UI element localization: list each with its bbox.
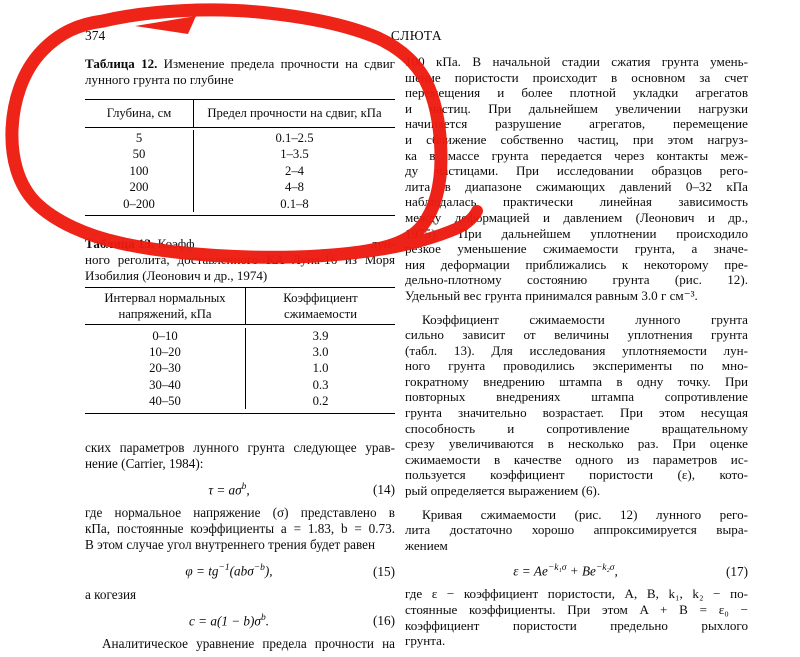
cell-stress-interval: 30–40 xyxy=(85,377,246,393)
text-line: а когезия xyxy=(85,586,137,602)
table-row xyxy=(85,163,395,179)
cell-compressibility: 0.3 xyxy=(312,377,329,392)
table-row xyxy=(85,360,395,376)
text-line: между деформацией и давлением (Леонович и др., xyxy=(405,209,748,225)
text-line: В этом случае угол внутреннего трения будет равен xyxy=(85,537,376,553)
cell-stress-interval: 10–20 xyxy=(85,344,246,360)
cell-depth: 0–200 xyxy=(85,196,194,212)
table13 xyxy=(85,287,395,414)
text-line: где ε − коэффициент пористости, A, B, k₁, k₂ − по- xyxy=(405,586,748,602)
text-line: 100 кПа. В начальной стадии сжатия грунта умень- xyxy=(405,54,748,69)
table-row xyxy=(85,328,395,344)
text-line: кПа, постоянные коэффициенты a = 1.83, b = 0.73. xyxy=(85,521,395,537)
text-line: наблюдалась практически линейная зависимость xyxy=(405,194,748,210)
text-line: ного грунта проводились эксперименты по мно- xyxy=(405,358,748,374)
table-row xyxy=(85,344,395,360)
table12-caption-line1 xyxy=(85,56,395,72)
table12-caption-line2: лунного грунта по глубине xyxy=(85,72,234,87)
text-line: Аналитическое уравнение предела прочности на xyxy=(102,636,395,652)
table13-caption-line3: Изобилия (Леонович и др., 1974) xyxy=(85,268,268,283)
equation-16-math: $c = a(1 - b)\sigma^b$. xyxy=(189,612,269,629)
table12-header-row xyxy=(85,100,395,128)
table13-col2-header-line1: Коэффициент xyxy=(283,291,358,305)
text-line: и сближение собственно частиц, при этом нагруз- xyxy=(405,131,748,147)
equation-14 xyxy=(85,479,395,498)
table12-body xyxy=(85,128,395,215)
text-line: и частиц. При дальнейшем увеличении нагрузки xyxy=(405,100,748,116)
text-line: начинается разрушение агрегатов, перемещение xyxy=(405,116,748,132)
text-line: ния деформации приближались к некоторому пре- xyxy=(405,256,748,272)
table-row xyxy=(85,393,395,409)
text-line: жением xyxy=(405,537,448,553)
equation-17-math: $\varepsilon = Ae^{-k_1\sigma} + Be^{-k_2\sigma}$, xyxy=(513,563,618,579)
table13-body xyxy=(85,325,395,413)
table13-caption-label: Таблица 13. xyxy=(85,236,155,251)
right-paragraph-2 xyxy=(405,312,748,499)
right-column-text xyxy=(405,54,748,657)
text-line: перемещения и более плотной укладки агрегатов xyxy=(405,85,748,101)
text-line: дельно-плотному состоянию грунта (рис. 12). xyxy=(405,272,748,288)
text-line: рый определяется выражением (6). xyxy=(405,483,601,499)
cell-shear-strength: 0.1–2.5 xyxy=(275,131,314,145)
left-paragraph-2 xyxy=(85,505,395,553)
table13-caption xyxy=(85,236,395,284)
text-line: ду частицами. При исследовании образцов рего- xyxy=(405,163,748,179)
table-row xyxy=(85,146,395,162)
text-line: (табл. 13). Для исследования уплотняемости лун- xyxy=(405,342,748,358)
text-line: грунта значительно возрастает. При этом несущая xyxy=(405,405,748,421)
table13-col1-header-line2: напряжений, кПа xyxy=(118,307,212,321)
left-paragraph-3 xyxy=(85,587,395,603)
cell-compressibility: 3.0 xyxy=(312,345,329,360)
left-column-text xyxy=(85,440,395,652)
table13-caption-line1 xyxy=(85,236,395,252)
text-line: коэффициент пористости предельно рыхлого xyxy=(405,617,748,633)
table12-col2-header: Предел прочности на сдвиг, кПа xyxy=(207,106,382,120)
text-line: стоянные коэффициенты. При этом A + B = ε₀ − xyxy=(405,601,748,617)
text-line: грунта. xyxy=(405,633,446,649)
cell-depth: 50 xyxy=(85,146,194,162)
cell-compressibility: 3.9 xyxy=(312,329,329,343)
text-line: Кривая сжимаемости (рис. 12) лунного рего- xyxy=(422,506,748,522)
cell-shear-strength: 0.1–8 xyxy=(280,196,309,211)
text-line: резкое уменьшение сжимаемости грунта, а значе- xyxy=(405,241,748,257)
right-paragraph-1 xyxy=(405,54,748,304)
text-line: шение пористости происходит в основном за счет xyxy=(405,69,748,85)
cell-shear-strength: 1–3.5 xyxy=(280,147,309,162)
equation-14-number: (14) xyxy=(373,482,395,498)
cell-compressibility: 0.2 xyxy=(312,393,329,408)
table-row xyxy=(85,179,395,195)
text-line: срезу увеличиваются в несколько раз. При оценке xyxy=(405,436,748,452)
text-line: пользуется коэффициент пористости (ε), кото- xyxy=(405,467,748,483)
table13-col2-header-line2: сжимаемости xyxy=(283,307,358,321)
table13-col2-header xyxy=(246,288,395,324)
cell-compressibility: 1.0 xyxy=(312,361,329,376)
table-row xyxy=(85,196,395,212)
text-line: повторных внедрениях штампа сопротивление xyxy=(405,389,748,405)
text-line: гократному внедрению штампа в одну точку. При xyxy=(405,373,748,389)
equation-16 xyxy=(85,610,395,629)
page-number: 374 xyxy=(85,28,106,43)
cell-shear-strength: 4–8 xyxy=(284,180,305,195)
left-paragraph-1 xyxy=(85,440,395,472)
table12-caption-label: Таблица 12. xyxy=(85,56,158,71)
left-paragraph-4 xyxy=(85,636,395,652)
table13-col1-header xyxy=(85,288,246,324)
equation-17-number: (17) xyxy=(726,563,748,579)
table13-caption-line2: ного реголита, доставленного КА Луна-16 из Моря xyxy=(85,252,395,267)
table12-caption-text: Изменение предела прочности на сдвиг xyxy=(163,56,395,71)
right-paragraph-4 xyxy=(405,586,748,648)
text-line: 1975). При дальнейшем уплотнении происходило xyxy=(405,225,748,241)
text-line: ка в массе грунта передается через контакты меж- xyxy=(405,147,748,163)
table12 xyxy=(85,99,395,216)
cell-depth: 100 xyxy=(85,163,194,179)
text-line: сжимаемости в качестве одного из параметров ис- xyxy=(405,451,748,467)
equation-15-math: $\varphi = tg^{-1}(ab\sigma^{-b})$, xyxy=(185,563,273,579)
table13-caption-end: лун- xyxy=(370,236,395,251)
cell-stress-interval: 0–10 xyxy=(85,328,246,344)
table-row xyxy=(85,377,395,393)
table13-caption-fragment: Коэфф xyxy=(157,236,195,251)
text-line: лита достаточно хорошо аппроксимируется выра- xyxy=(405,522,748,538)
right-paragraph-3 xyxy=(405,507,748,554)
text-line: Удельный вес грунта принимался равным 3.0 г см⁻³. xyxy=(405,287,698,303)
equation-17 xyxy=(405,561,748,579)
text-line: нение (Carrier, 1984): xyxy=(85,456,204,471)
table13-col1-header-line1: Интервал нормальных xyxy=(104,291,226,305)
text-line: Коэффициент сжимаемости лунного грунта xyxy=(422,311,748,327)
equation-14-math: $\tau = a\sigma^b$, xyxy=(208,482,250,498)
text-line: ских параметров лунного грунта следующее урав- xyxy=(85,440,395,455)
equation-15-number: (15) xyxy=(373,563,395,579)
running-head: СЛЮТА xyxy=(390,28,443,43)
table-row xyxy=(85,130,395,146)
table13-caption-start xyxy=(85,236,195,252)
equation-15 xyxy=(85,560,395,579)
cell-depth: 5 xyxy=(85,130,194,146)
cell-stress-interval: 20–30 xyxy=(85,360,246,376)
text-line: где нормальное напряжение (σ) представлено в xyxy=(85,505,395,521)
cell-depth: 200 xyxy=(85,179,194,195)
cell-shear-strength: 2–4 xyxy=(284,163,305,178)
cell-stress-interval: 40–50 xyxy=(85,393,246,409)
text-line: способность и сопротивление вращательному xyxy=(405,420,748,436)
table13-header-row xyxy=(85,288,395,325)
equation-16-number: (16) xyxy=(373,613,395,629)
table12-caption xyxy=(85,56,395,88)
table12-col1-header: Глубина, см xyxy=(85,100,194,127)
text-line: лита в диапазоне сжимающих давлений 0–32 кПа xyxy=(405,178,748,194)
text-line: сильно зависит от величины уплотнения грунта xyxy=(405,327,748,343)
